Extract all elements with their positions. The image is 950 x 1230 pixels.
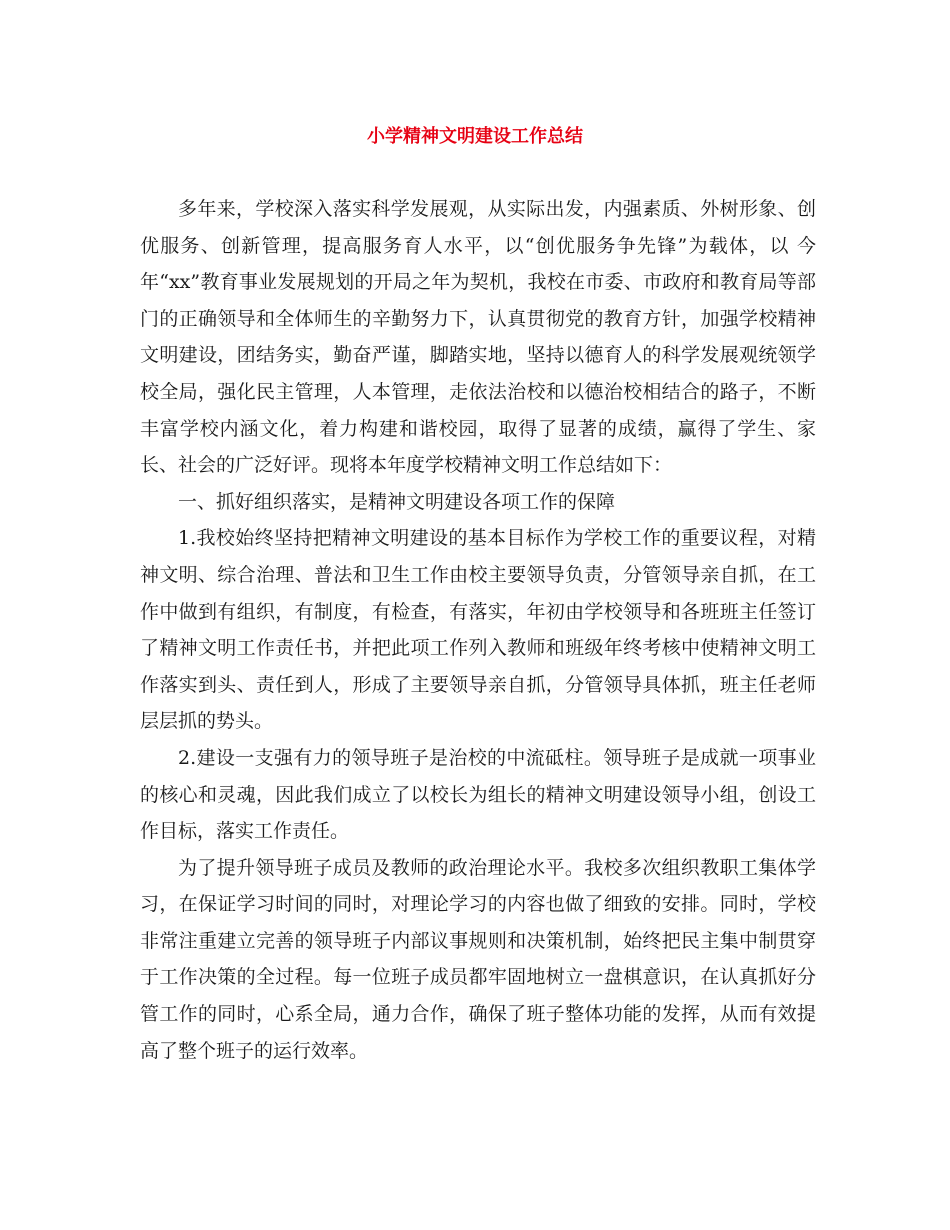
paragraph-leadership: 为了提升领导班子成员及教师的政治理论水平。我校多次组织教职工集体学习，在保证学习时间的同时，对理论学习的内容也做了细致的安排。同时，学校非常注重建立完善的领导班子内部议事规则和决策机制，始终把民主集中制贯穿于工作决策的全过程。每一位班子成员都牢固地树立一盘棋意识，在认真抓好分管工作的同时，心系全局，通力合作，确保了班子整体功能的发挥，从而有效提高了整个班子的运行效率。: [140, 856, 816, 1062]
document-title: 小学精神文明建设工作总结: [367, 126, 583, 147]
document-body: [140, 191, 816, 1069]
paragraph-intro: 多年来，学校深入落实科学发展观，从实际出发，内强素质、外树形象、创优服务、创新管理，提高服务育人水平，以“创优服务争先锋”为载体，以 今年“xx”教育事业发展规划的开局之年为契机，我校在市委、市政府和教育局等部门的正确领导和全体师生的辛勤努力下，认真贯彻党的教育方针，加强学校精神文明建设，团结务实，勤奋严谨，脚踏实地，坚持以德育人的科学发展观统领学校全局，强化民主管理，人本管理，走依法治校和以德治校相结合的路子，不断丰富学校内涵文化，着力构建和谐校园，取得了显著的成绩，赢得了学生、家长、社会的广泛好评。现将本年度学校精神文明工作总结如下：: [140, 198, 816, 477]
paragraph-item-2: 2.建设一支强有力的领导班子是治校的中流砥柱。领导班子是成就一项事业的核心和灵魂，因此我们成立了以校长为组长的精神文明建设领导小组，创设工作目标，落实工作责任。: [140, 746, 816, 843]
paragraph-item-1: 1.我校始终坚持把精神文明建设的基本目标作为学校工作的重要议程，对精神文明、综合治理、普法和卫生工作由校主要领导负责，分管领导亲自抓，在工作中做到有组织，有制度，有检查，有落实，年初由学校领导和各班班主任签订了精神文明工作责任书，并把此项工作列入教师和班级年终考核中使精神文明工作落实到头、责任到人，形成了主要领导亲自抓，分管领导具体抓，班主任老师层层抓的势头。: [140, 527, 816, 733]
section-heading-1: 一、抓好组织落实，是精神文明建设各项工作的保障: [178, 490, 616, 513]
